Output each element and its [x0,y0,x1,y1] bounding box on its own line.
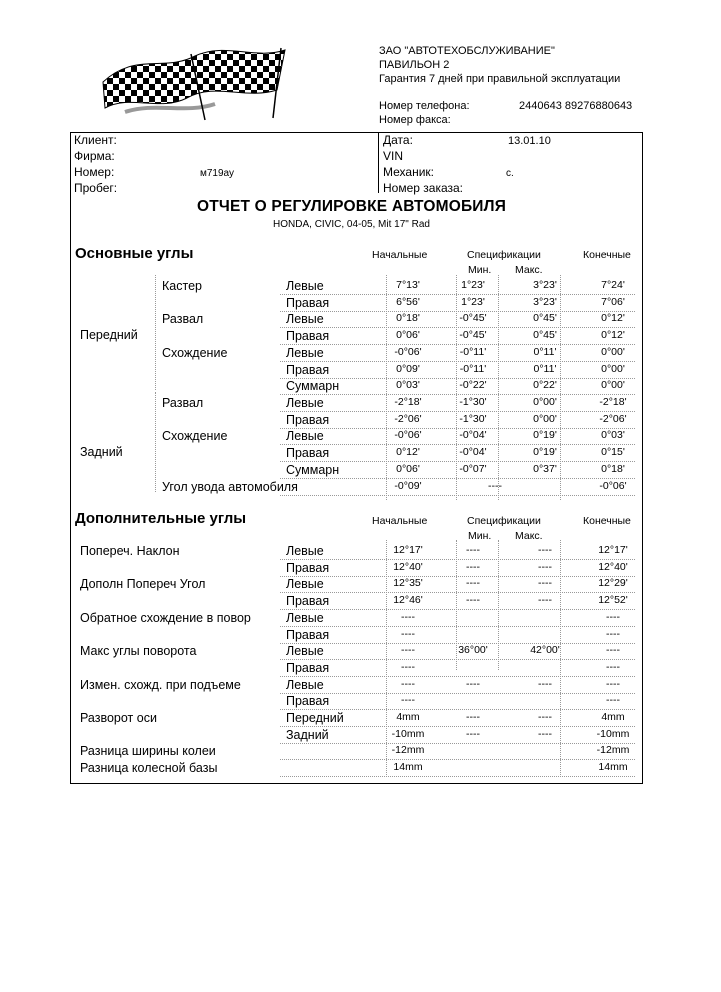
cell-initial: 0°06' [396,329,420,342]
cell-final: ---- [606,694,620,707]
cell-max: 0°45' [533,312,557,325]
row-divider [280,776,635,777]
cell-final: 7°06' [601,295,625,308]
row-param: Разворот оси [80,711,157,725]
main-angles-heading: Основные углы [75,245,194,262]
row-side: Правая [286,329,330,344]
number-label: Номер: [74,165,115,179]
firm-label: Фирма: [74,149,115,163]
company-name: ЗАО "АВТОТЕХОБСЛУЖИВАНИЕ" [379,45,555,57]
cell-final: -10mm [596,727,630,740]
col-final: Конечные [583,249,631,261]
number-value: м719ау [200,168,235,179]
cell-initial: 12°17' [393,544,423,556]
cell-final: ---- [606,627,620,640]
row-side: Суммарн [286,462,340,477]
extra-col-final: Конечные [583,515,631,527]
cell-final: ---- [606,677,620,690]
cell-min: -0°45' [459,312,487,325]
cell-max: 3°23' [533,279,557,291]
row-side: Правая [286,560,330,575]
col-initial: Начальные [372,249,428,261]
cell-initial: 4mm [396,711,420,723]
row-divider [280,495,635,496]
cell-min: 1°23' [461,279,485,291]
cell-min: -0°07' [459,462,487,475]
cell-min: ---- [466,594,480,607]
cell-max: 0°22' [533,379,557,392]
cell-final: 0°00' [601,345,625,358]
cell-max: ---- [538,677,552,690]
row-side: Левые [286,577,324,592]
cell-final: 12°17' [598,544,628,556]
row-side: Передний [286,711,344,725]
cell-final: ---- [606,660,620,673]
row-side: Правая [286,694,330,709]
cell-max: 0°37' [533,462,557,475]
cell-max: ---- [538,594,552,607]
column-guide [498,275,499,500]
cell-final: 0°15' [601,446,625,459]
cell-min: -0°04' [459,429,487,442]
cell-final: -12mm [596,744,630,757]
row-param: Измен. схожд. при подъеме [80,677,241,692]
cell-min: ---- [488,480,502,492]
vin-label: VIN [383,149,404,163]
cell-min: -0°04' [459,446,487,459]
cell-initial: 0°06' [396,462,420,475]
row-side: Правая [286,295,330,310]
cell-min: ---- [466,711,480,723]
extra-col-initial: Начальные [372,515,428,527]
cell-initial: 14mm [393,761,423,774]
cell-max: ---- [538,711,552,723]
cell-max: 0°19' [533,429,557,442]
cell-final: 4mm [601,711,625,723]
cell-initial: 0°12' [396,446,420,459]
row-param: Макс углы поворота [80,644,197,659]
fax-label: Номер факса: [379,114,451,126]
row-side: Суммарн [286,379,340,394]
row-param: Разница ширины колеи [80,744,216,759]
column-guide [155,392,156,492]
cell-min: 36°00' [458,644,488,657]
row-side: Левые [286,396,324,410]
cell-final: -0°06' [599,480,627,492]
cell-min: -1°30' [459,412,487,425]
cell-min: ---- [466,577,480,590]
extra-col-spec: Спецификации [467,515,541,527]
row-side: Левые [286,677,324,692]
company-pavilion: ПАВИЛЬОН 2 [379,59,450,71]
column-guide [560,275,561,500]
row-param: Схождение [162,429,228,444]
extra-angles-heading: Дополнительные углы [75,510,247,527]
cell-initial: 12°40' [393,560,423,573]
cell-initial: ---- [401,677,415,690]
report-subtitle: HONDA, CIVIC, 04-05, Mit 17" Rad [273,219,430,230]
front-axle-label: Передний [80,328,138,342]
cell-final: 0°12' [601,312,625,325]
cell-initial: -0°06' [394,429,422,442]
row-side: Левые [286,610,324,625]
cell-final: 7°24' [601,279,625,291]
row-side: Правая [286,627,330,642]
cell-final: 0°03' [601,429,625,442]
row-side: Правая [286,362,330,377]
cell-max: 42°00' [530,644,560,657]
row-param: Развал [162,312,204,327]
cell-initial: -12mm [391,744,425,757]
cell-initial: ---- [401,610,415,623]
cell-initial: ---- [401,694,415,707]
column-guide [386,275,387,500]
cell-min: -0°11' [459,345,487,358]
cell-final: ---- [606,644,620,657]
cell-max: ---- [538,560,552,573]
cell-max: 0°45' [533,329,557,342]
cell-initial: -2°06' [394,412,422,425]
row-side: Левые [286,312,324,327]
cell-min: ---- [466,727,480,740]
cell-max: ---- [538,727,552,740]
cell-min: ---- [466,677,480,690]
phone-label: Номер телефона: [379,100,470,112]
cell-final: 12°29' [598,577,628,590]
row-param: Развал [162,396,204,410]
cell-final: 0°12' [601,329,625,342]
mileage-label: Пробег: [74,181,118,195]
cell-final: 0°18' [601,462,625,475]
cell-initial: -2°18' [394,396,422,408]
row-divider [280,478,635,479]
cell-initial: -0°09' [394,480,422,492]
extra-col-min: Мин. [468,530,492,542]
cell-min: -1°30' [459,396,487,408]
cell-final: 0°00' [601,362,625,375]
row-side: Левые [286,429,324,444]
cell-max: 0°00' [533,412,557,425]
cell-initial: ---- [401,660,415,673]
cell-initial: 6°56' [396,295,420,308]
cell-final: 0°00' [601,379,625,392]
order-label: Номер заказа: [383,181,464,195]
col-max: Макс. [515,264,543,276]
row-side: Задний [286,727,329,742]
phone-value: 2440643 89276880643 [519,100,633,112]
cell-max: 0°19' [533,446,557,459]
date-label: Дата: [383,133,413,147]
cell-max: 3°23' [533,295,557,308]
date-value: 13.01.10 [508,135,551,147]
row-side: Правая [286,594,330,609]
row-param: Угол увода автомобиля [162,480,298,494]
row-param: Дополн Попереч Угол [80,577,206,592]
mechanic-label: Механик: [383,165,434,179]
cell-initial: 0°03' [396,379,420,392]
row-param: Попереч. Наклон [80,544,180,558]
cell-final: ---- [606,610,620,623]
client-separator [378,132,379,193]
row-side: Правая [286,412,330,427]
column-guide [155,275,156,390]
cell-initial: -0°06' [394,345,422,358]
cell-initial: 12°35' [393,577,423,590]
cell-min: -0°11' [459,362,487,375]
cell-final: -2°18' [599,396,627,408]
row-param: Кастер [162,279,202,293]
cell-initial: ---- [401,627,415,640]
row-side: Левые [286,345,324,360]
cell-max: 0°11' [533,345,557,358]
column-guide [456,275,457,500]
client-label: Клиент: [74,133,117,147]
cell-final: 12°52' [598,594,628,607]
cell-min: -0°45' [459,329,487,342]
cell-max: ---- [538,577,552,590]
col-spec: Спецификации [467,249,541,261]
row-side: Левые [286,544,324,558]
row-param: Разница колесной базы [80,761,218,776]
report-title: ОТЧЕТ О РЕГУЛИРОВКЕ АВТОМОБИЛЯ [196,198,507,215]
cell-final: 12°40' [598,560,628,573]
mechanic-value: с. [506,168,514,179]
cell-min: -0°22' [459,379,487,392]
cell-initial: 0°18' [396,312,420,325]
cell-final: -2°06' [599,412,627,425]
row-side: Правая [286,446,330,461]
row-side: Левые [286,644,324,659]
cell-initial: -10mm [391,727,425,740]
cell-min: ---- [466,544,480,556]
cell-final: 14mm [598,761,628,774]
company-guarantee: Гарантия 7 дней при правильной эксплуатации [379,73,621,85]
col-min: Мин. [468,264,492,276]
cell-initial: 12°46' [393,594,423,607]
row-param: Схождение [162,345,228,360]
row-side: Левые [286,279,324,293]
row-side: Правая [286,660,330,675]
cell-min: 1°23' [461,295,485,308]
rear-axle-label: Задний [80,445,123,459]
cell-initial: 7°13' [396,279,420,291]
cell-min: ---- [466,560,480,573]
cell-max: ---- [538,544,552,556]
cell-max: 0°11' [533,362,557,375]
extra-col-max: Макс. [515,530,543,542]
row-param: Обратное схождение в повор [80,610,251,625]
cell-initial: 0°09' [396,362,420,375]
cell-initial: ---- [401,644,415,657]
cell-max: 0°00' [533,396,557,408]
checkered-flag-icon [95,42,295,122]
